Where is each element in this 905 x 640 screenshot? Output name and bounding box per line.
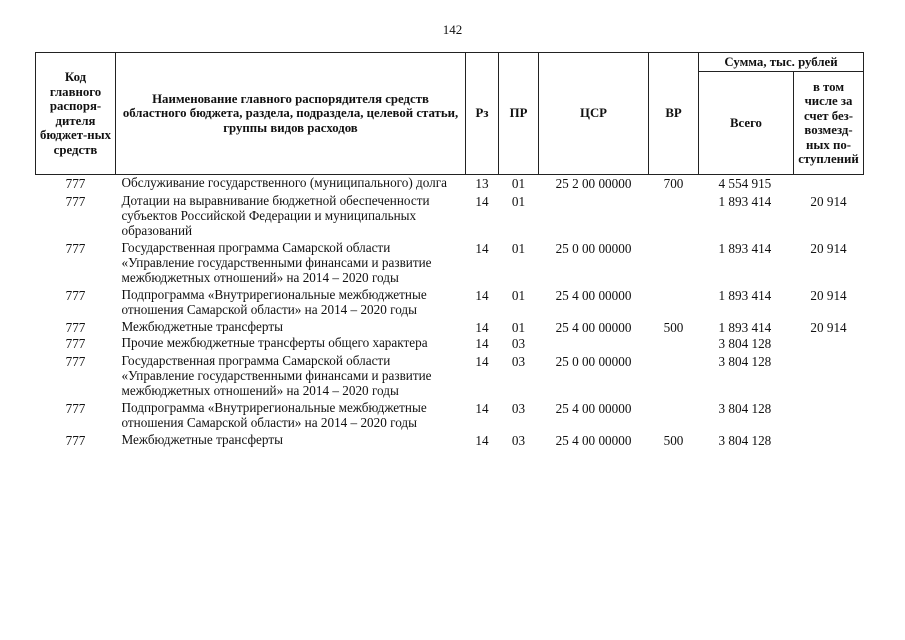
cell-code: 777 — [65, 176, 86, 191]
cell-name: Государственная программа Самарской области «Управление государственными финансами и развитие межбюджетных отношений» на 2014 – 2020 годы — [121, 240, 432, 285]
cell-code: 777 — [65, 336, 86, 351]
cell-free — [794, 175, 864, 194]
cell-vr: 500 — [663, 320, 684, 335]
cell-code: 777 — [65, 288, 86, 303]
cell-name: Межбюджетные трансферты — [121, 319, 283, 334]
table-body — [36, 175, 864, 449]
cell-total: 3 804 128 — [718, 354, 772, 369]
cell-csr — [539, 335, 649, 353]
cell-rz: 14 — [475, 288, 489, 303]
cell-csr: 25 0 00 00000 — [555, 354, 632, 369]
header-pr: ПР — [499, 53, 539, 175]
cell-rz: 14 — [475, 241, 489, 256]
cell-total: 4 554 915 — [718, 176, 772, 191]
cell-total: 1 893 414 — [718, 194, 772, 209]
header-code: Код главного распоря-дителя бюджет-ных средств — [36, 53, 116, 175]
cell-free — [794, 335, 864, 353]
cell-vr: 500 — [663, 433, 684, 448]
cell-total: 3 804 128 — [718, 336, 772, 351]
cell-rz: 14 — [475, 433, 489, 448]
cell-name: Дотации на выравнивание бюджетной обеспеченности субъектов Российской Федерации и муниципальных образований — [121, 193, 430, 238]
cell-code: 777 — [65, 433, 86, 448]
header-sum: Сумма, тыс. рублей — [699, 53, 864, 72]
table-row — [36, 400, 864, 432]
cell-total: 1 893 414 — [718, 241, 772, 256]
cell-csr: 25 4 00 00000 — [555, 433, 632, 448]
cell-name: Обслуживание государственного (муниципального) долга — [121, 175, 447, 190]
cell-rz: 13 — [475, 176, 489, 191]
cell-vr: 700 — [663, 176, 684, 191]
table-row — [36, 175, 864, 194]
header-total: Всего — [699, 72, 794, 175]
cell-csr: 25 4 00 00000 — [555, 401, 632, 416]
cell-code: 777 — [65, 320, 86, 335]
cell-code: 777 — [65, 194, 86, 209]
cell-name: Государственная программа Самарской области «Управление государственными финансами и развитие межбюджетных отношений» на 2014 – 2020 годы — [121, 353, 432, 398]
table-row — [36, 319, 864, 335]
cell-pr: 01 — [511, 194, 526, 209]
header-free: в том числе за счет без-возмезд-ных по-ступлений — [794, 72, 864, 175]
cell-rz: 14 — [475, 401, 489, 416]
cell-name: Межбюджетные трансферты — [121, 432, 283, 447]
table-row — [36, 432, 864, 448]
cell-pr: 03 — [511, 433, 526, 448]
cell-vr — [649, 353, 699, 400]
table-row — [36, 240, 864, 287]
cell-pr: 01 — [511, 320, 526, 335]
cell-total: 1 893 414 — [718, 288, 772, 303]
cell-pr: 03 — [511, 401, 526, 416]
cell-csr: 25 4 00 00000 — [555, 288, 632, 303]
cell-name: Подпрограмма «Внутрирегиональные межбюджетные отношения Самарской области» на 2014 – 2020 годы — [121, 400, 427, 430]
cell-free: 20 914 — [810, 320, 847, 335]
header-name: Наименование главного распорядителя средств областного бюджета, раздела, подраздела, целевой статьи, группы видов расходов — [116, 53, 466, 175]
cell-csr: 25 4 00 00000 — [555, 320, 632, 335]
cell-code: 777 — [65, 241, 86, 256]
header-rz: Рз — [466, 53, 499, 175]
cell-pr: 03 — [511, 336, 526, 351]
cell-name: Прочие межбюджетные трансферты общего характера — [121, 335, 428, 350]
cell-code: 777 — [65, 401, 86, 416]
header-csr: ЦСР — [539, 53, 649, 175]
table-header — [36, 53, 864, 175]
table-row — [36, 353, 864, 400]
budget-table — [35, 52, 864, 448]
cell-vr — [649, 335, 699, 353]
cell-rz: 14 — [475, 194, 489, 209]
cell-free: 20 914 — [810, 241, 847, 256]
cell-free: 20 914 — [810, 194, 847, 209]
cell-vr — [649, 240, 699, 287]
cell-free — [794, 400, 864, 432]
cell-pr: 01 — [511, 288, 526, 303]
cell-free: 20 914 — [810, 288, 847, 303]
table-row — [36, 335, 864, 353]
table-row — [36, 287, 864, 319]
cell-total: 3 804 128 — [718, 401, 772, 416]
cell-free — [794, 353, 864, 400]
cell-csr: 25 0 00 00000 — [555, 241, 632, 256]
cell-total: 3 804 128 — [718, 433, 772, 448]
cell-vr — [649, 287, 699, 319]
cell-pr: 03 — [511, 354, 526, 369]
page-number: 142 — [442, 22, 463, 37]
cell-csr: 25 2 00 00000 — [555, 176, 632, 191]
header-vr: ВР — [649, 53, 699, 175]
cell-vr — [649, 400, 699, 432]
cell-rz: 14 — [475, 336, 489, 351]
cell-pr: 01 — [511, 241, 526, 256]
cell-csr — [539, 193, 649, 240]
cell-total: 1 893 414 — [718, 320, 772, 335]
cell-rz: 14 — [475, 320, 489, 335]
cell-pr: 01 — [511, 176, 526, 191]
cell-name: Подпрограмма «Внутрирегиональные межбюджетные отношения Самарской области» на 2014 – 2020 годы — [121, 287, 427, 317]
cell-vr — [649, 193, 699, 240]
cell-code: 777 — [65, 354, 86, 369]
cell-rz: 14 — [475, 354, 489, 369]
table-row — [36, 193, 864, 240]
cell-free — [794, 432, 864, 448]
